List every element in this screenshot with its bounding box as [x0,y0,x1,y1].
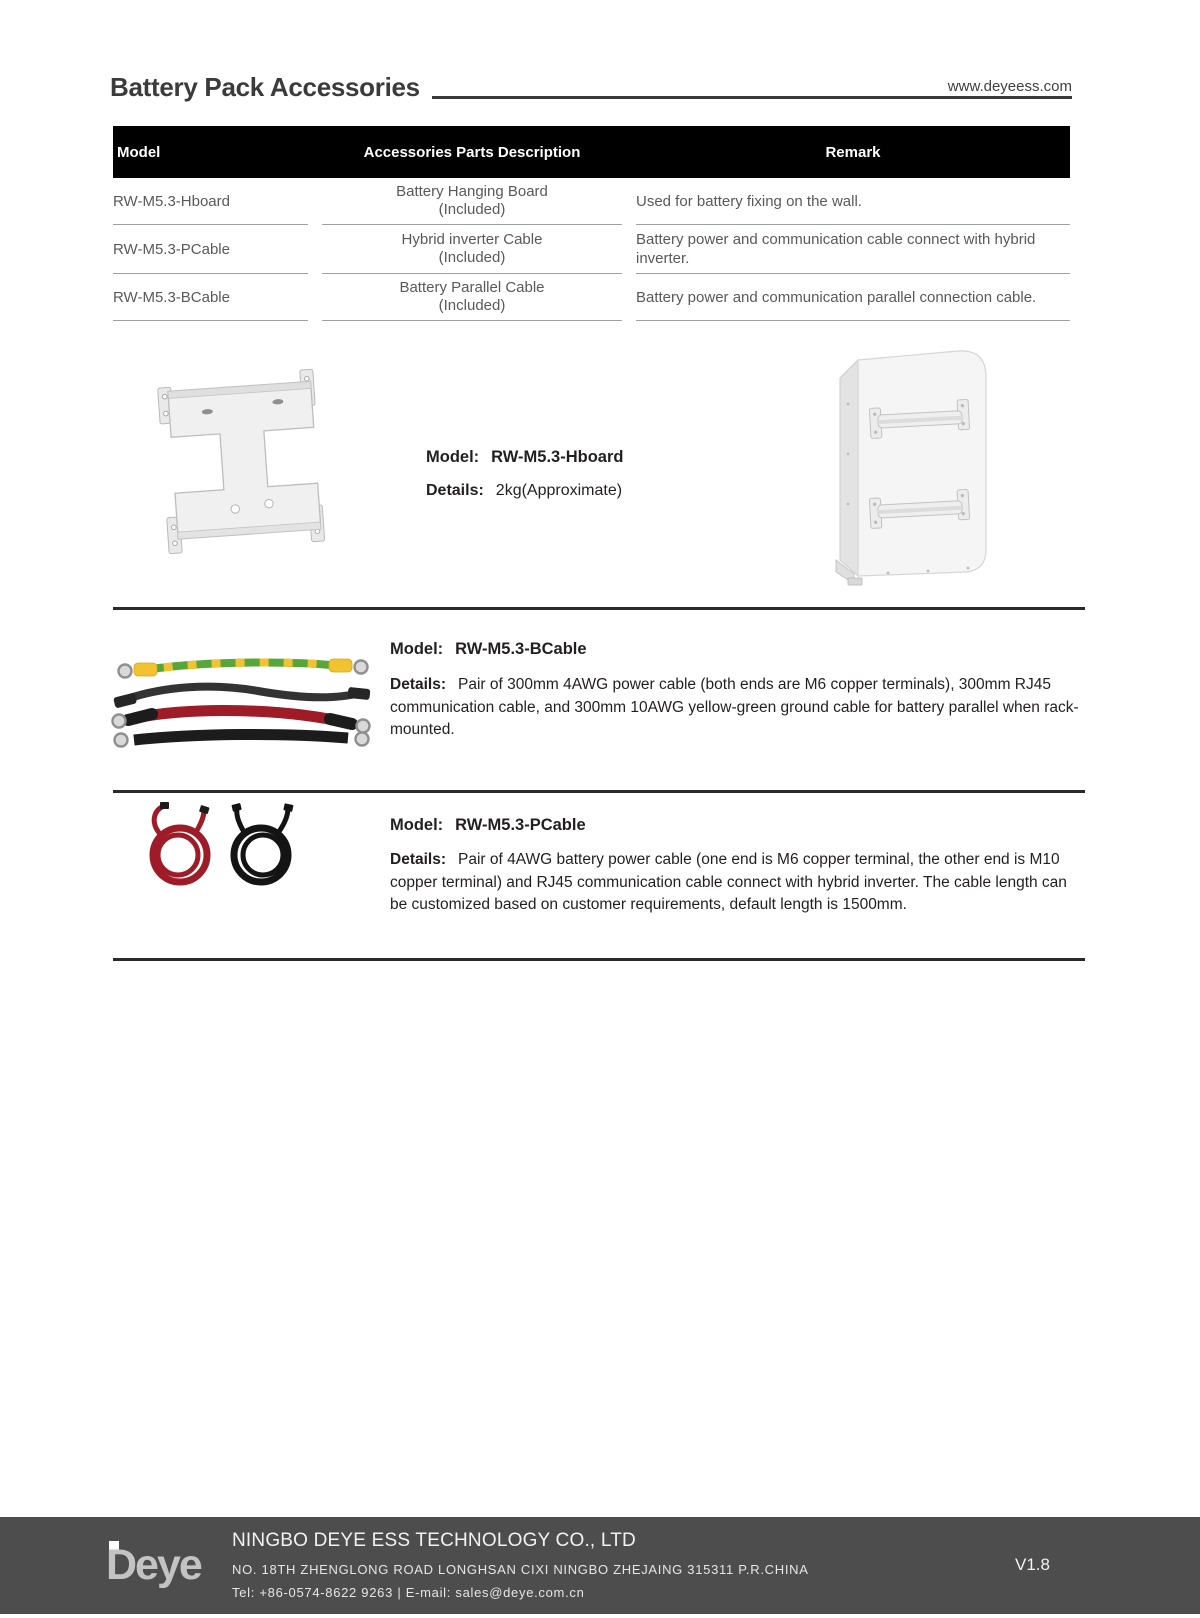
description-line1: Hybrid inverter Cable [401,231,543,248]
cell-remark: Used for battery fixing on the wall. [636,178,1070,225]
model-line [390,640,1080,659]
model-line [390,816,1086,835]
hboard-section [426,448,623,500]
cell-model: RW-M5.3-PCable [113,225,308,274]
model-value: RW-M5.3-Hboard [491,448,624,466]
deye-logo [106,1535,226,1595]
parallel-cables-image [108,648,376,753]
description-line1: Battery Parallel Cable [399,279,545,296]
column-header-model: Model [117,143,161,161]
details-label: Details: [426,482,484,499]
accessories-table [113,126,1070,321]
description-line2: (Included) [438,201,506,218]
header-rule [432,96,1072,99]
table-row [113,274,1070,321]
details-value: Pair of 300mm 4AWG power cable (both ends are M6 copper terminals), 300mm RJ45 communication cable, and 300mm 10AWG yellow-green ground cable for battery parallel when rack-mounted. [390,676,1079,738]
model-label: Model: [390,816,444,834]
cell-model: RW-M5.3-Hboard [113,178,308,225]
battery-pack-image [828,344,1003,594]
bcable-section [390,640,1080,742]
details-value: 2kg(Approximate) [495,482,623,499]
cell-remark: Battery power and communication parallel connection cable. [636,274,1070,321]
description-line1: Battery Hanging Board [396,183,548,200]
company-info [232,1530,809,1600]
cell-model: RW-M5.3-BCable [113,274,308,321]
column-header-remark: Remark [825,143,881,161]
table-header-row [113,126,1070,178]
table-row [113,178,1070,225]
cell-remark: Battery power and communication cable connect with hybrid inverter. [636,225,1070,274]
details-paragraph [390,849,1086,917]
page-title: Battery Pack Accessories [110,72,420,102]
details-paragraph [390,674,1080,742]
pcable-section [390,816,1086,917]
section-divider [113,607,1085,610]
cell-description [322,178,622,225]
company-contact: Tel: +86-0574-8622 9263 | E-mail: sales@deye.com.cn [232,1585,585,1600]
hanging-board-image [156,362,341,567]
deye-logo-text: Deye [106,1541,201,1589]
model-value: RW-M5.3-BCable [455,640,587,658]
company-name: NINGBO DEYE ESS TECHNOLOGY CO., LTD [232,1530,636,1551]
section-divider [113,958,1085,961]
cell-description [322,274,622,321]
model-label: Model: [426,448,480,466]
details-label: Details: [390,851,446,868]
details-line [426,482,623,500]
section-divider [113,790,1085,793]
website-url: www.deyeess.com [947,78,1072,95]
table-row [113,225,1070,274]
column-header-description: Accessories Parts Description [363,143,581,161]
model-line [426,448,623,467]
model-label: Model: [390,640,444,658]
description-line2: (Included) [438,297,506,314]
description-line2: (Included) [438,249,506,266]
model-value: RW-M5.3-PCable [455,816,586,834]
details-label: Details: [390,676,446,693]
cell-description [322,225,622,274]
company-address: NO. 18TH ZHENGLONG ROAD LONGHSAN CIXI NINGBO ZHEJAING 315311 P.R.CHINA [232,1562,809,1577]
details-value: Pair of 4AWG battery power cable (one end is M6 copper terminal, the other end is M10 copper terminal) and RJ45 communication cable connect with hybrid inverter. The cable length can be customized based on customer requirements, default length is 1500mm. [390,851,1067,913]
version-label: V1.8 [1015,1555,1050,1574]
power-cables-image [130,798,310,898]
footer-bar [0,1517,1200,1614]
